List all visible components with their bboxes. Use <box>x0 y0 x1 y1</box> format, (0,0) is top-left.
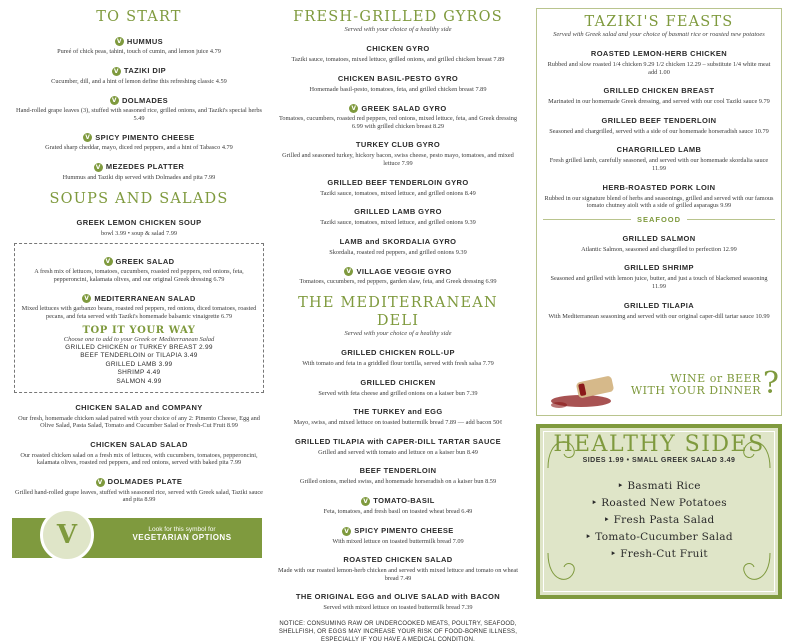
menu-item-name <box>349 104 446 114</box>
menu-item-name <box>115 37 163 47</box>
menu-item <box>278 401 518 427</box>
menu-item-title: CHICKEN GYRO <box>366 44 430 53</box>
seafood-label: SEAFOOD <box>636 214 682 224</box>
menu-item-name <box>82 294 195 304</box>
menu-item-title: DOLMADES PLATE <box>107 477 183 487</box>
menu-item-title: GRILLED CHICKEN ROLL-UP <box>341 347 455 357</box>
vegetarian-icon: V <box>346 268 352 276</box>
menu-item-name <box>360 378 435 388</box>
menu-item-title: GREEK SALAD <box>115 256 175 266</box>
menu-item-title: HERB-ROASTED PORK LOIN <box>602 182 716 192</box>
menu-item <box>278 431 518 457</box>
menu-item-name <box>75 403 202 413</box>
gyros-title: FRESH-GRILLED GYROS <box>293 9 503 25</box>
column-left <box>14 8 264 554</box>
menu-item-name <box>591 49 727 59</box>
menu-item-name <box>624 301 694 311</box>
menu-item-desc: Taziki sauce, tomatoes, mixed lettuce, and grilled onions 9.39 <box>320 219 476 227</box>
menu-item <box>543 177 775 210</box>
menu-item-name <box>342 526 453 536</box>
divider <box>543 219 631 220</box>
vegetarian-icon: V <box>97 478 103 486</box>
vegetarian-note-line1: Look for this symbol for <box>148 526 216 534</box>
feasts-box <box>536 8 782 416</box>
menu-item-title: THE TURKEY and EGG <box>353 407 443 417</box>
menu-item-title: GRILLED TILAPIA <box>623 300 695 310</box>
menu-item-name <box>296 592 500 602</box>
menu-item <box>278 97 518 130</box>
vegetarian-icon: V <box>351 105 357 113</box>
chicken-salad-list <box>14 397 264 505</box>
menu-item-desc: Made with our roasted lemon-herb chicken and served with mixed lettuce and tomato on wheat bread 7.49 <box>278 567 518 582</box>
menu-item <box>278 549 518 582</box>
menu-item-name <box>604 86 715 96</box>
menu-item <box>543 228 775 254</box>
wine-line2: WITH YOUR DINNER <box>630 384 761 397</box>
healthy-sides-box <box>536 424 782 599</box>
menu-item <box>21 287 257 320</box>
menu-item-name <box>340 237 457 247</box>
menu-item <box>278 586 518 612</box>
wine-promo <box>537 367 781 411</box>
menu-item-name <box>83 133 194 143</box>
menu-item-desc: Fresh grilled lamb, carefully seasoned, and served with our homemade skordalia sauce 11.99 <box>549 157 769 172</box>
menu-item-name <box>94 162 184 172</box>
menu-item-name <box>295 437 501 447</box>
menu-item <box>21 250 257 283</box>
menu-item <box>278 490 518 516</box>
menu-item-name <box>343 555 452 565</box>
menu-item-name <box>110 96 168 106</box>
menu-item-title: TURKEY CLUB GYRO <box>355 140 441 150</box>
menu-item <box>14 434 264 467</box>
soup-item <box>14 212 264 238</box>
healthy-sides-title: HEALTHY SIDES <box>553 432 765 457</box>
column-right <box>536 8 782 599</box>
divider <box>687 219 775 220</box>
menu-item-desc: Tomatoes, cucumbers, red peppers, garden slaw, feta, and Greek dressing 6.99 <box>299 278 497 286</box>
menu-item-name <box>360 466 437 476</box>
vegetarian-icon: V <box>105 258 111 266</box>
menu-item-title: THE ORIGINAL EGG and OLIVE SALAD with BACON <box>295 592 501 602</box>
topit-list <box>21 344 257 387</box>
menu-item-title: CHARGRILLED LAMB <box>616 145 702 155</box>
vegetarian-emblem-icon: V <box>40 508 94 562</box>
menu-item-name <box>104 257 175 267</box>
topit-subtitle: Choose one to add to your Greek or Mediterranean Salad <box>63 335 215 343</box>
menu-item-name <box>361 496 434 506</box>
menu-item-desc: Served with feta cheese and grilled onions on a kaiser bun 7.39 <box>318 389 478 397</box>
vegetarian-icon: V <box>111 97 117 105</box>
bullet-icon: ‣ <box>610 548 621 560</box>
menu-item <box>543 80 775 106</box>
menu-item <box>278 172 518 198</box>
menu-item-desc: Marinated in our homemade Greek dressing, and served with our cool Taziki sauce 9.79 <box>548 98 770 106</box>
menu-item-name <box>90 440 188 450</box>
menu-item-title: DOLMADES <box>121 95 169 105</box>
deli-list <box>278 342 518 612</box>
menu-item-title: MEDITERRANEAN SALAD <box>94 293 196 303</box>
healthy-side-label: Fresh-Cut Fruit <box>620 548 708 560</box>
deli-subtitle: Served with your choice of a healthy side <box>344 329 452 337</box>
menu-item-name <box>344 267 451 277</box>
wine-line1: WINE or BEER <box>670 372 761 385</box>
healthy-side-label: Roasted New Potatoes <box>601 497 727 509</box>
to-start-list <box>14 30 264 182</box>
menu-item-name <box>601 116 716 126</box>
menu-item-name <box>327 178 468 188</box>
feasts-subtitle: Served with Greek salad and your choice of basmati rice or roasted new potatoes <box>553 31 765 38</box>
menu-item <box>278 134 518 167</box>
seafood-header <box>543 215 775 224</box>
menu-item <box>543 139 775 172</box>
menu-item-desc: Served with mixed lettuce on toasted buttermilk bread 7.39 <box>323 604 473 612</box>
menu-item-desc: Taziki sauce, tomatoes, mixed lettuce, grilled onions, and grilled chicken breast 7.89 <box>291 56 505 63</box>
vegetarian-icon: V <box>84 295 90 303</box>
menu-item-name <box>603 183 716 193</box>
menu-item-desc: With mixed lettuce on toasted buttermilk bread 7.09 <box>332 537 464 545</box>
healthy-side-label: Fresh Pasta Salad <box>613 514 715 526</box>
menu-item-desc: Hand-rolled grape leaves (3), stuffed with seasoned rice, grilled onions, and Taziki's special herbs 5.49 <box>16 107 262 122</box>
menu-item-title: GREEK SALAD GYRO <box>361 103 447 113</box>
vegetarian-banner <box>12 518 262 558</box>
menu-item <box>278 460 518 486</box>
menu-item-name <box>96 477 183 487</box>
menu-item <box>278 68 518 94</box>
soup-name: GREEK LEMON CHICKEN SOUP <box>76 217 202 227</box>
menu-item-desc: Grated sharp cheddar, mayo, diced red peppers, and a hint of Tabasco 4.79 <box>45 144 233 152</box>
menu-item <box>14 30 264 56</box>
menu-item-title: LAMB and SKORDALIA GYRO <box>339 236 457 246</box>
menu-item <box>543 110 775 136</box>
salads-box <box>14 243 264 392</box>
bullet-icon: ‣ <box>591 497 602 509</box>
menu-item-title: ROASTED LEMON-HERB CHICKEN <box>590 49 728 58</box>
salad-list <box>21 250 257 320</box>
soups-title: SOUPS AND SALADS <box>49 190 229 207</box>
menu-item-desc: Rubbed in our signature blend of herbs and seasonings, grilled and served with our famous tomato chutney aioli with a side of grilled asparagus 9.99 <box>544 194 774 210</box>
menu-item-name <box>354 207 442 217</box>
menu-item <box>278 342 518 368</box>
menu-item-title: GRILLED SALMON <box>622 233 696 243</box>
menu-item-title: ROASTED CHICKEN SALAD <box>343 555 453 565</box>
menu-item-desc: With Mediterranean seasoning and served with our original caper-dill tartar sauce 10.99 <box>548 312 770 320</box>
menu-item-desc: Taziki sauce, tomatoes, mixed lettuce, and grilled onions 8.49 <box>320 189 476 197</box>
menu-item-title: CHICKEN SALAD SALAD <box>90 439 188 449</box>
menu-item-name <box>338 74 458 84</box>
menu-item-name <box>112 66 166 76</box>
vegetarian-icon: V <box>344 527 350 535</box>
menu-item-title: GRILLED SHRIMP <box>624 263 694 273</box>
vegetarian-note <box>112 526 252 542</box>
menu-item <box>543 295 775 321</box>
topping-option: BEEF TENDERLOIN or TILAPIA 3.49 <box>80 352 198 360</box>
menu-item-name <box>624 263 694 273</box>
menu-item-desc: Grilled hand-rolled grape leaves, stuffed with seasoned rice, served with Greek salad, Taziki sauce and pita 8.99 <box>15 488 263 504</box>
menu-item-title: GRILLED BEEF TENDERLOIN <box>601 115 717 125</box>
gyros-subtitle: Served with your choice of a healthy side <box>344 26 452 33</box>
menu-item-desc: Cucumber, dill, and a hint of lemon define this refreshing classic 4.59 <box>51 77 227 85</box>
menu-item-name <box>356 140 440 150</box>
menu-item-desc: Seasoned and grilled with lemon juice, butter, and just a touch of blackened seasoning 11.99 <box>550 275 768 290</box>
menu-item-name <box>353 407 442 417</box>
menu-item-title: BEEF TENDERLOIN <box>359 466 437 476</box>
menu-item-title: SPICY PIMENTO CHEESE <box>354 526 454 535</box>
soup-desc: bowl 3.99 • soup & salad 7.99 <box>100 229 177 237</box>
menu-item-title: GRILLED BEEF TENDERLOIN GYRO <box>327 177 469 187</box>
food-safety-notice: NOTICE: CONSUMING RAW OR UNDERCOOKED MEATS, POULTRY, SEAFOOD, SHELLFISH, OR EGGS MAY INCREASE YOUR RISK OF FOOD-BORNE ILLNESS, ESPECIALLY IF YOU HAVE A MEDICAL CONDITION. <box>278 620 518 643</box>
menu-item-title: SPICY PIMENTO CHEESE <box>95 132 195 142</box>
menu-item-desc: A fresh mix of lettuces, tomatoes, cucumbers, roasted red peppers, red onions, feta, pepperoncini, kalamata olives, and our original Greek dressing 6.79 <box>34 268 244 283</box>
vegetarian-icon: V <box>113 67 119 75</box>
deli-title: THE MEDITERRANEAN DELI <box>298 294 498 329</box>
bullet-icon: ‣ <box>603 514 614 526</box>
bullet-icon: ‣ <box>585 531 596 543</box>
menu-item-title: GRILLED CHICKEN BREAST <box>603 86 715 96</box>
menu-item <box>278 231 518 257</box>
menu-item <box>14 126 264 152</box>
menu-item-title: GRILLED TILAPIA with CAPER-DILL TARTAR SAUCE <box>294 436 502 446</box>
menu-item-desc: Atlantic Salmon, seasoned and chargrilled to perfection 12.99 <box>581 245 737 253</box>
menu-item <box>14 60 264 86</box>
to-start-title: TO START <box>96 9 182 25</box>
menu-item-desc: Pureé of chick peas, tahini, touch of cumin, and lemon juice 4.79 <box>57 48 221 55</box>
menu-item-name <box>341 348 455 358</box>
menu-item <box>14 397 264 430</box>
wine-question-mark: ? <box>762 366 779 401</box>
healthy-sides-subtitle: SIDES 1.99 • SMALL GREEK SALAD 3.49 <box>582 457 736 464</box>
menu-item-desc: Grilled onions, melted swiss, and homemade horseradish on a kaiser bun 8.59 <box>299 478 497 486</box>
topit-title: TOP IT YOUR WAY <box>82 324 196 336</box>
flourish-icon <box>540 428 780 588</box>
menu-item-desc: Skordalia, roasted red peppers, and grilled onions 9.39 <box>329 248 467 256</box>
menu-item <box>543 257 775 290</box>
wine-cork-icon <box>541 367 641 411</box>
menu-item-desc: Grilled and seasoned turkey, hickory bacon, swiss cheese, pesto mayo, tomatoes, and mixed lettuce 7.99 <box>282 152 514 167</box>
menu-item-name <box>617 145 702 155</box>
healthy-side-label: Basmati Rice <box>627 480 701 492</box>
menu-item-desc: Hummus and Taziki dip served with Dolmades and pita 7.99 <box>62 173 216 181</box>
menu-item-title: TOMATO-BASIL <box>373 496 435 506</box>
topping-option: SALMON 4.99 <box>116 377 162 385</box>
vegetarian-note-line2: VEGETARIAN OPTIONS <box>132 533 232 543</box>
menu-item-desc: Tomatoes, cucumbers, roasted red peppers, red onions, mixed lettuce, feta, and Greek dressing 6.99 with grilled chicken breast 8.29 <box>278 115 518 130</box>
menu-item-desc: Grilled and served with tomato and lettuce on a kaiser bun 8.49 <box>318 448 478 456</box>
feasts-title: TAZIKI'S FEASTS <box>584 14 734 30</box>
menu-item-desc: Feta, tomatoes, and fresh basil on toasted wheat bread 6.49 <box>323 507 473 515</box>
menu-item-desc: Mayo, swiss, and mixed lettuce on toasted buttermilk bread 7.89 — add bacon 50¢ <box>293 419 503 427</box>
menu-item <box>14 89 264 122</box>
menu-item-desc: Rubbed and slow roasted 1/4 chicken 9.29 1/2 chicken 12.29 – substitute 1/4 white meat add 1.00 <box>547 61 771 76</box>
menu-item <box>278 38 518 64</box>
vegetarian-icon: V <box>116 38 122 45</box>
menu-item-title: GRILLED LAMB GYRO <box>354 207 442 217</box>
vegetarian-icon: V <box>95 163 101 171</box>
menu-item-name <box>622 234 695 244</box>
menu-item-title: TAZIKI DIP <box>123 66 167 76</box>
topping-option: GRILLED LAMB 3.99 <box>105 360 173 368</box>
menu-item <box>278 372 518 398</box>
menu-item-desc: Our roasted chicken salad on a fresh mix of lettuces, with cucumbers, tomatoes, pepperoncini, kalamata olives, roasted red peppers, and red onions, served with baked pita 7.99 <box>20 451 258 467</box>
vegetarian-icon: V <box>85 134 91 142</box>
menu-item <box>14 471 264 504</box>
topping-option: GRILLED CHICKEN or TURKEY BREAST 2.99 <box>65 343 213 351</box>
seafood-list <box>543 228 775 320</box>
menu-item-desc: Our fresh, homemade chicken salad paired with your choice of any 2: Pimento Cheese, Egg and Olive Salad, Pasta Salad, Tomato and Cucumber Salad or Fresh-Cut Fruit 8.99 <box>18 414 260 430</box>
menu-item <box>278 520 518 546</box>
menu-item-title: CHICKEN SALAD and COMPANY <box>75 402 203 412</box>
bullet-icon: ‣ <box>617 480 628 492</box>
menu-item <box>14 156 264 182</box>
gyros-list <box>278 38 518 286</box>
menu-item-title: GRILLED CHICKEN <box>360 377 436 387</box>
menu-item-desc: Homemade basil-pesto, tomatoes, feta, and grilled chicken breast 7.89 <box>309 85 487 93</box>
menu-item <box>278 201 518 227</box>
menu-item-desc: Seasoned and chargrilled, served with a side of our homemade horseradish sauce 10.79 <box>549 127 769 135</box>
topping-option: SHRIMP 4.49 <box>117 369 161 377</box>
wine-text <box>631 373 761 397</box>
column-middle <box>278 8 518 644</box>
menu-item-title: CHICKEN BASIL-PESTO GYRO <box>337 73 459 83</box>
menu-item-title: MEZEDES PLATTER <box>105 162 185 172</box>
menu-item <box>543 43 775 76</box>
menu-item-title: HUMMUS <box>126 36 164 46</box>
menu-item-desc: Mixed lettuces with garbanzo beans, roasted red peppers, red onions, diced tomatoes, roasted pecans, and feta served with Taziki's homemade balsamic vinaigrette 6.79 <box>21 305 257 320</box>
feasts-list <box>543 43 775 210</box>
menu-item-title: VILLAGE VEGGIE GYRO <box>356 266 452 276</box>
vegetarian-icon: V <box>363 497 369 505</box>
menu-item <box>278 260 518 286</box>
healthy-side-label: Tomato-Cucumber Salad <box>595 531 733 543</box>
menu-item-desc: With tomato and feta in a griddled flour tortilla, served with fresh salsa 7.79 <box>302 359 494 367</box>
menu-item-name <box>366 44 429 54</box>
